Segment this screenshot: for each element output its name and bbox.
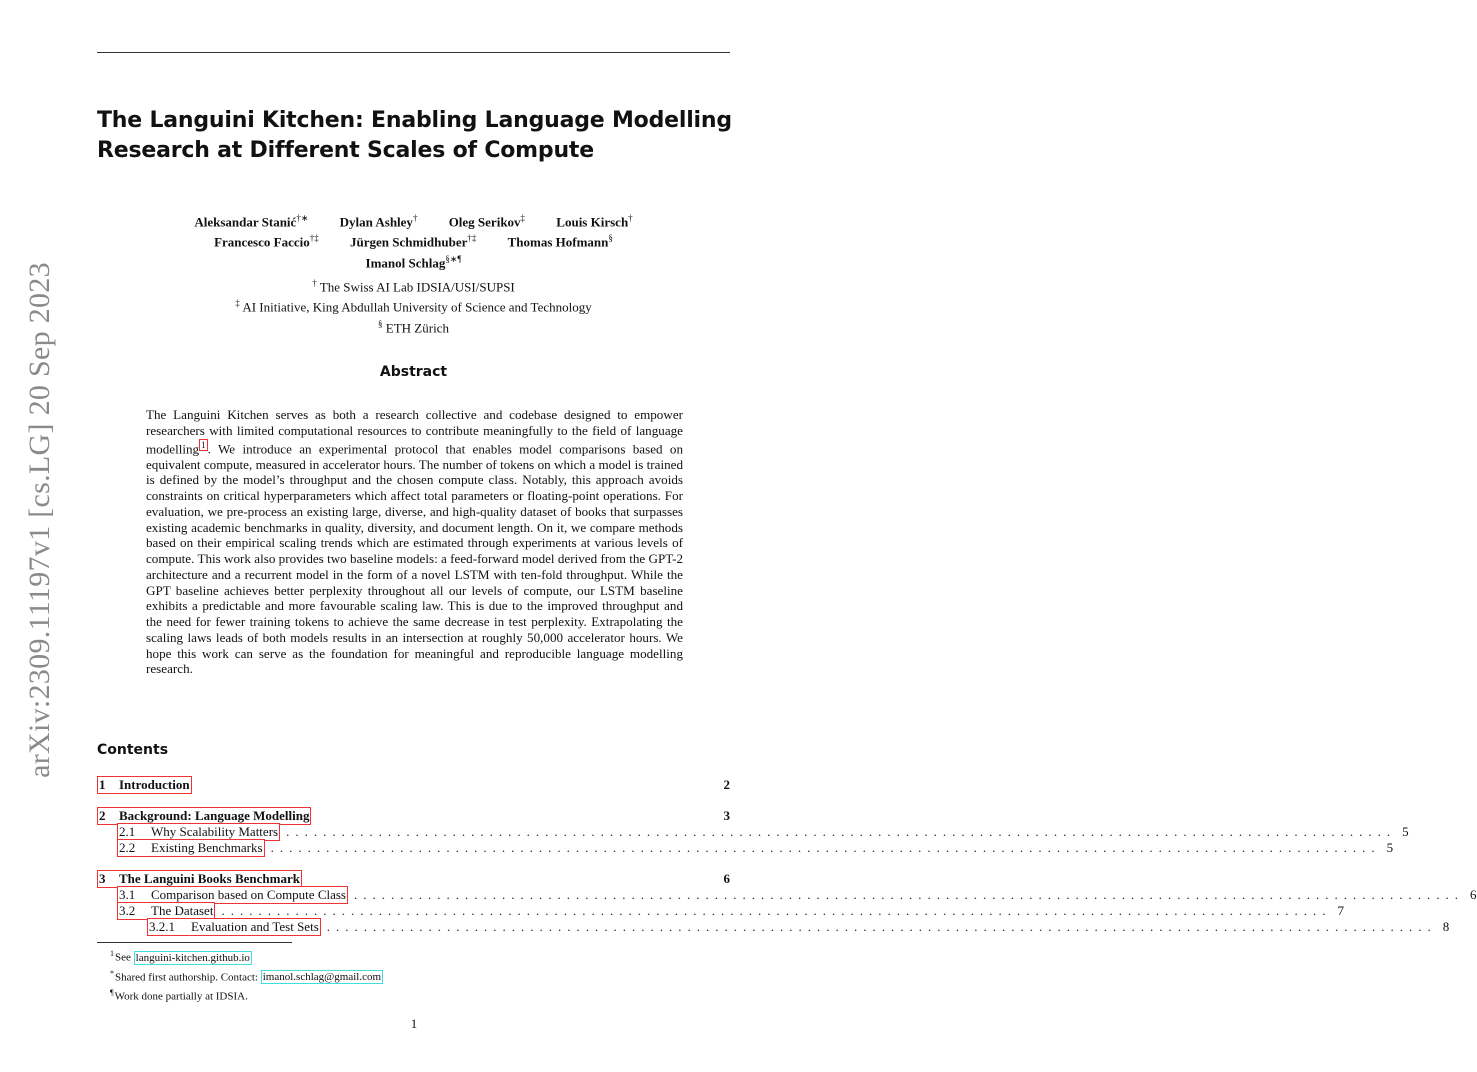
toc-label: The Languini Books Benchmark xyxy=(119,871,300,886)
toc-number: 3.2.1 xyxy=(149,919,175,934)
author-row-2 xyxy=(97,230,730,250)
toc-entry xyxy=(97,918,1450,934)
toc-leader-dots: ........................................................................................................................ xyxy=(354,887,1464,902)
toc-entry xyxy=(97,902,1344,918)
toc-number: 3.2 xyxy=(119,903,136,918)
affiliation: † The Swiss AI Lab IDSIA/USI/SUPSI xyxy=(312,278,515,295)
toc-number: 1 xyxy=(99,777,106,792)
toc-number: 2.1 xyxy=(119,824,136,839)
footnote: ¶Work done partially at IDSIA. xyxy=(110,988,248,1003)
toc-number: 3 xyxy=(99,871,106,886)
toc-number: 2.2 xyxy=(119,840,136,855)
contact-email-link[interactable]: imanol.schlag@gmail.com xyxy=(262,971,382,984)
toc-leader-dots: ........................................................................................................................ xyxy=(326,919,1437,934)
toc-leader-dots: ........................................................................................................................ xyxy=(286,824,1397,839)
affiliations xyxy=(97,275,730,336)
author: Dylan Ashley† xyxy=(339,213,418,230)
toc-page-number: 5 xyxy=(1386,840,1394,855)
toc-entry xyxy=(97,823,1409,839)
toc-page-number: 6 xyxy=(723,871,730,886)
toc-page-number: 8 xyxy=(1442,919,1450,934)
toc-leader-dots: ........................................................................................................................ xyxy=(221,903,1332,918)
toc-page-number: 5 xyxy=(1402,824,1409,839)
toc-label: Existing Benchmarks xyxy=(151,840,263,855)
paper-title xyxy=(97,106,737,166)
author: Thomas Hofmann§ xyxy=(507,233,613,250)
toc-leader-dots: ........................................................................................................................ xyxy=(270,840,1381,855)
author-row-1 xyxy=(97,210,730,230)
author: Oleg Serikov‡ xyxy=(448,213,526,230)
toc-link[interactable] xyxy=(117,839,265,857)
toc-entry xyxy=(97,776,730,792)
toc-label: Why Scalability Matters xyxy=(151,824,279,839)
toc-page-number: 2 xyxy=(723,777,730,792)
toc-link[interactable] xyxy=(147,918,321,936)
title-line-2: Research at Different Scales of Compute xyxy=(97,138,594,163)
abstract-text: The Languini Kitchen serves as both a research collective and codebase designed to empower researchers with limited computational resources to contribute meaningfully to the field of language modelling 1 . We introduce an experimental protocol that enables model comparisons based on equivalent compute, measured in accelerator hours. The number of tokens on which a model is trained is defined by the model’s throughput and the chosen compute class. Notably, this approach avoids constraints on critical hyperparameters which affect total parameters or floating-point operations. For evaluation, we pre-process an existing large, diverse, and high-quality dataset of books that surpasses existing academic benchmarks in quality, diversity, and document length. On it, we compare methods based on their empirical scaling trends which are estimated through experiments at various levels of compute. This work also provides two baseline models: a feed-forward model derived from the GPT-2 architecture and a recurrent model in the form of a novel LSTM with ten-fold throughput. While the GPT baseline achieves better perplexity throughout all our levels of compute, our LSTM baseline exhibits a predictable and more favourable scaling law. This is due to the improved throughput and the need for fewer training tokens to achieve the same decrease in test perplexity. Extrapolating the scaling laws leads of both models results in an intersection at roughly 50,000 accelerator hours. We hope this work can serve as the foundation for meaningful and reproducible language modelling research. xyxy=(146,407,683,677)
author: Imanol Schlag§∗¶ xyxy=(365,253,462,270)
author: Francesco Faccio†‡ xyxy=(214,233,319,250)
toc-page-number: 7 xyxy=(1337,903,1344,918)
toc-label: Evaluation and Test Sets xyxy=(191,919,319,934)
footnote-link[interactable]: 1 xyxy=(201,439,206,450)
toc-page-number: 3 xyxy=(723,808,730,823)
affiliation: § ETH Zürich xyxy=(378,318,449,335)
top-rule xyxy=(97,52,730,53)
footnote: *Shared first authorship. Contact: imanol.schlag@gmail.com xyxy=(110,968,382,984)
title-line-1: The Languini Kitchen: Enabling Language Modelling xyxy=(97,108,732,133)
author: Aleksandar Stanić†∗ xyxy=(194,213,309,230)
toc-label: The Dataset xyxy=(151,903,214,918)
toc-link[interactable] xyxy=(97,776,192,794)
footnotes xyxy=(110,946,383,1005)
arxiv-stamp: arXiv:2309.11197v1 [cs.LG] 20 Sep 2023 xyxy=(23,262,56,778)
author-row-3 xyxy=(97,251,730,271)
footnote-rule xyxy=(97,942,292,943)
toc-page-number: 6 xyxy=(1470,887,1477,902)
author: Louis Kirsch† xyxy=(556,213,633,230)
toc-entry xyxy=(97,839,1394,855)
author-list xyxy=(97,210,730,271)
footnote: $^1$See languini-kitchen.github.io xyxy=(110,949,250,964)
author: Jürgen Schmidhuber†‡ xyxy=(349,233,477,250)
affiliation: ‡ AI Initiative, King Abdullah University of Science and Technology xyxy=(235,298,592,315)
contents-heading: Contents xyxy=(97,742,169,758)
toc-number: 2 xyxy=(99,808,106,823)
footnote-url-link[interactable]: languini-kitchen.github.io xyxy=(135,951,250,964)
toc-entry xyxy=(97,807,730,823)
page-number: 1 xyxy=(410,1016,418,1031)
abstract-heading: Abstract xyxy=(379,364,448,380)
toc-entry xyxy=(97,886,1477,902)
toc-entry xyxy=(97,870,730,886)
toc-label: Comparison based on Compute Class xyxy=(151,887,346,902)
toc-number: 3.1 xyxy=(119,887,136,902)
toc-label: Introduction xyxy=(119,777,190,792)
toc-label: Background: Language Modelling xyxy=(119,808,310,823)
